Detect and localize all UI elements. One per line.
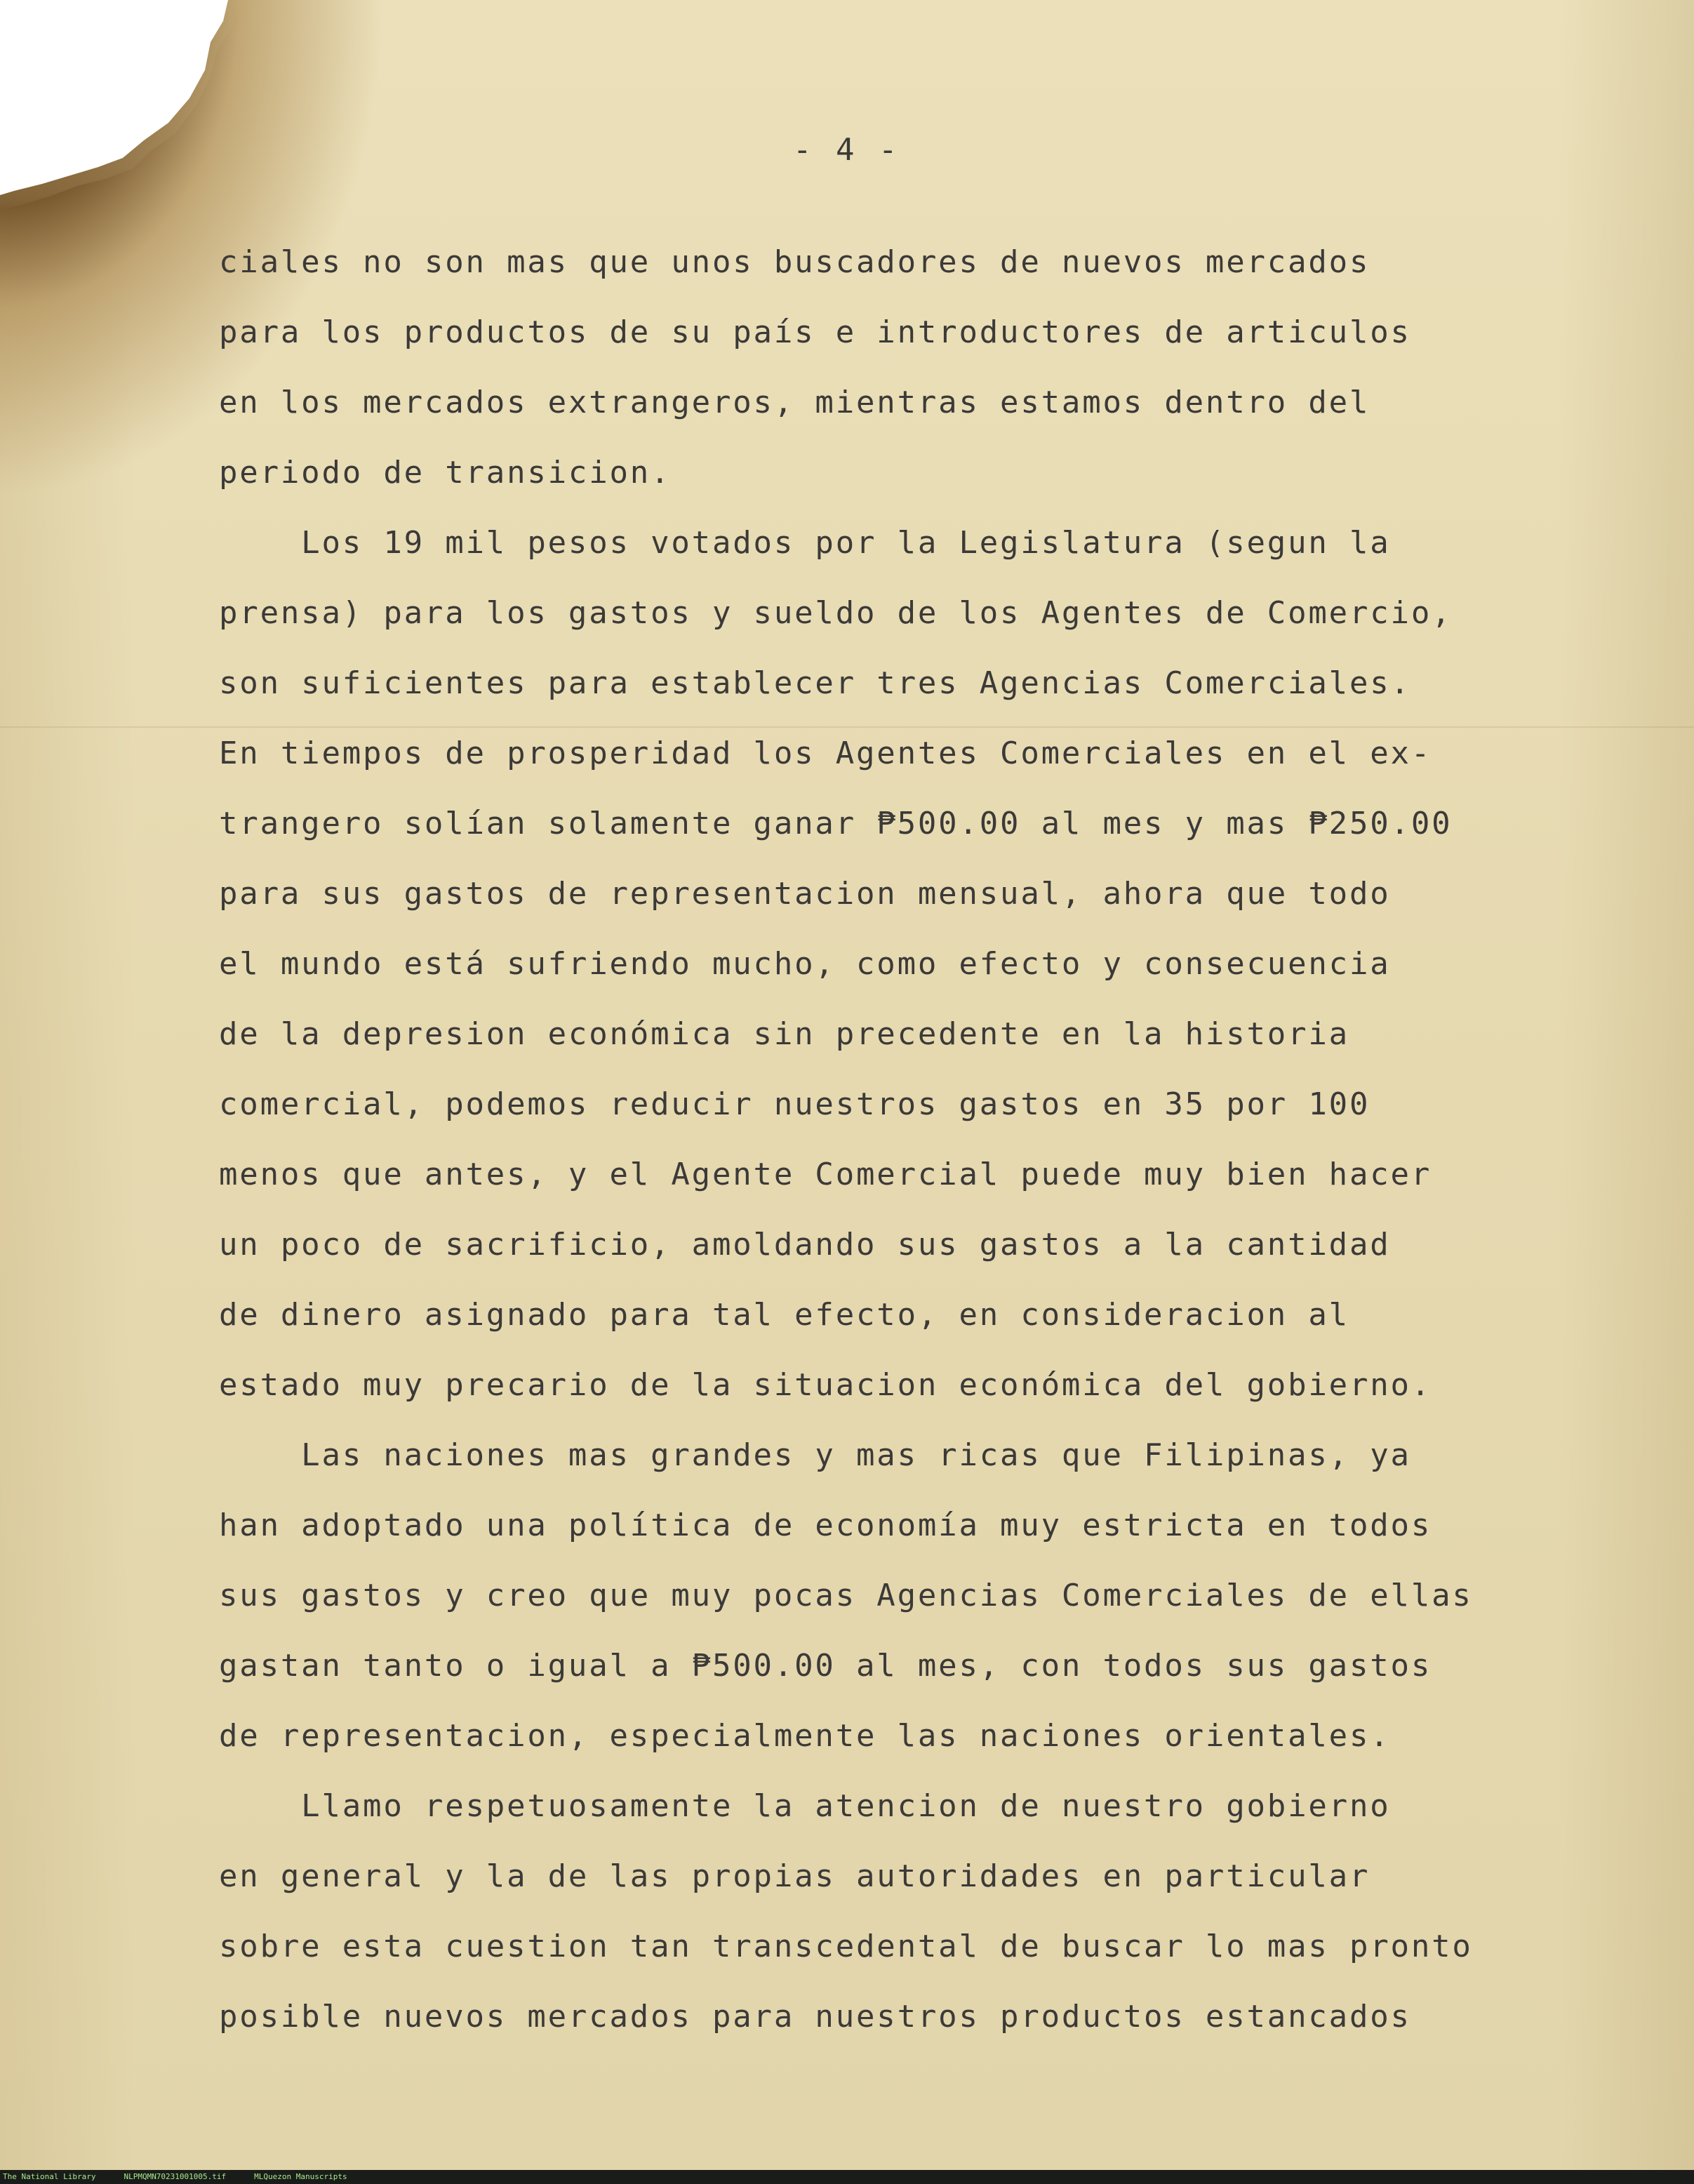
text-line: trangero solían solamente ganar ₱500.00 al mes y mas ₱250.00	[219, 806, 1453, 841]
footer-filename: NLPMQMN70231001005.tif	[124, 2172, 227, 2181]
footer-library: The National Library	[3, 2172, 96, 2181]
text-line: comercial, podemos reducir nuestros gastos en 35 por 100	[219, 1086, 1370, 1122]
text-line: para los productos de su país e introductores de articulos	[219, 314, 1411, 350]
text-line: menos que antes, y el Agente Comercial puede muy bien hacer	[219, 1157, 1432, 1192]
page-number: - 4 -	[793, 132, 900, 168]
text-line: periodo de transicion.	[219, 455, 672, 491]
text-line: ciales no son mas que unos buscadores de nuevos mercados	[219, 244, 1370, 280]
text-line: Las naciones mas grandes y mas ricas que Filipinas, ya	[219, 1437, 1411, 1473]
burned-corner	[0, 0, 239, 211]
text-line: de dinero asignado para tal efecto, en consideracion al	[219, 1297, 1349, 1333]
text-line: sus gastos y creo que muy pocas Agencias Comerciales de ellas	[219, 1578, 1473, 1613]
text-line: han adoptado una política de economía muy estricta en todos	[219, 1507, 1432, 1543]
text-line: Llamo respetuosamente la atencion de nuestro gobierno	[219, 1788, 1391, 1824]
text-line: posible nuevos mercados para nuestros productos estancados	[219, 1999, 1411, 2035]
text-line: prensa) para los gastos y sueldo de los Agentes de Comercio,	[219, 595, 1453, 631]
text-line: un poco de sacrificio, amoldando sus gastos a la cantidad	[219, 1227, 1391, 1263]
text-line: de la depresion económica sin precedente en la historia	[219, 1016, 1349, 1052]
text-line: de representacion, especialmente las naciones orientales.	[219, 1718, 1391, 1754]
paper-fold-line	[0, 726, 1694, 728]
text-line: para sus gastos de representacion mensual, ahora que todo	[219, 876, 1391, 912]
text-line: gastan tanto o igual a ₱500.00 al mes, con todos sus gastos	[219, 1648, 1432, 1684]
text-line: en general y la de las propias autoridades en particular	[219, 1858, 1370, 1894]
text-line: Los 19 mil pesos votados por la Legislatura (segun la	[219, 525, 1391, 561]
text-line: estado muy precario de la situacion económica del gobierno.	[219, 1367, 1432, 1403]
text-line: sobre esta cuestion tan transcedental de buscar lo mas pronto	[219, 1929, 1473, 1964]
text-line: en los mercados extrangeros, mientras estamos dentro del	[219, 385, 1370, 420]
footer-collection: MLQuezon Manuscripts	[254, 2172, 347, 2181]
text-line: En tiempos de prosperidad los Agentes Comerciales en el ex-	[219, 735, 1432, 771]
text-line: son suficientes para establecer tres Agencias Comerciales.	[219, 665, 1411, 701]
archive-footer-bar	[0, 2170, 1694, 2184]
text-line: el mundo está sufriendo mucho, como efecto y consecuencia	[219, 946, 1391, 982]
